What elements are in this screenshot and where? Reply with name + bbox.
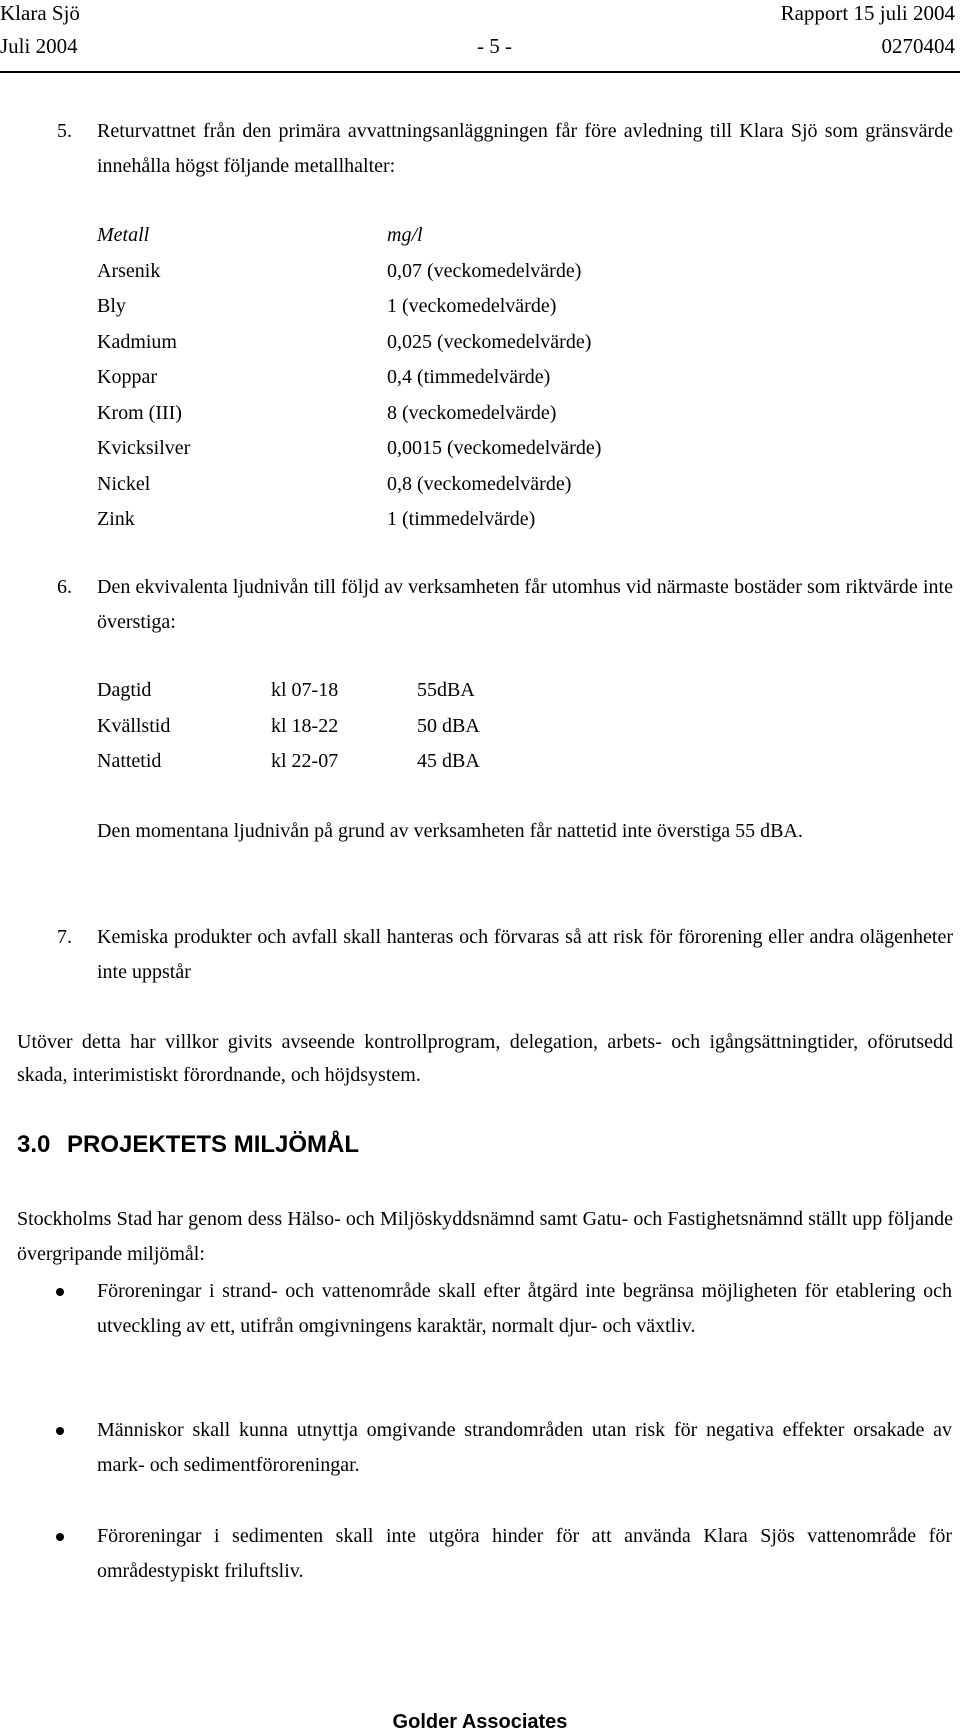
metal-name: Krom (III)	[97, 401, 182, 424]
period-name: Nattetid	[97, 750, 162, 772]
table-row	[97, 502, 857, 538]
bullet-icon	[56, 1533, 64, 1541]
bullet-icon	[56, 1288, 64, 1296]
noise-note: Den momentana ljudnivån på grund av verksamheten får nattetid inte överstiga 55 dBA.	[97, 820, 803, 842]
item-7-number: 7.	[57, 926, 72, 948]
header-page-number: - 5 -	[477, 34, 512, 58]
header-report-date: Rapport 15 juli 2004	[780, 1, 955, 25]
metal-limit: 8 (veckomedelvärde)	[387, 401, 557, 424]
metal-name: Arsenik	[97, 259, 161, 282]
item-6-number: 6.	[57, 576, 72, 598]
table-row	[97, 709, 597, 745]
header-divider	[0, 71, 960, 73]
table-row	[97, 289, 857, 325]
metal-name: Zink	[97, 508, 135, 530]
period-name: Dagtid	[97, 679, 152, 701]
item-5-text: Returvattnet från den primära avvattningsanläggningen får före avledning till Klara Sjö som gränsvärde innehålla högst följande metallhalter:	[97, 120, 953, 177]
period-hours: kl 07-18	[271, 679, 339, 701]
section-title: PROJEKTETS MILJÖMÅL	[67, 1131, 360, 1158]
noise-level: 50 dBA	[417, 714, 480, 737]
list-item-text: Föroreningar i sedimenten skall inte utgöra hinder för att använda Klara Sjös vattenområde för områdestypiskt friluftsliv.	[97, 1525, 952, 1582]
metal-limit: 0,8 (veckomedelvärde)	[387, 472, 572, 495]
table-row	[97, 360, 857, 396]
noise-level: 45 dBA	[417, 750, 480, 772]
metal-name: Koppar	[97, 366, 157, 388]
list-item-text: Föroreningar i strand- och vattenområde skall efter åtgärd inte begränsa möjligheten för etablering och utveckling av ett, utifrån omgivningens karaktär, normalt djur- och växtliv.	[97, 1280, 952, 1337]
metal-name: Kadmium	[97, 330, 177, 353]
metal-limit: 0,4 (timmedelvärde)	[387, 366, 551, 388]
conditions-paragraph: Utöver detta har villkor givits avseende kontrollprogram, delegation, arbets- och igångsättningtider, oförutsedd skada, interimistiskt förordnande, och höjdsystem.	[17, 1031, 953, 1086]
header-project-name: Klara Sjö	[0, 1, 80, 25]
metal-name: Nickel	[97, 472, 151, 495]
metal-name: Kvicksilver	[97, 437, 191, 459]
header-month: Juli 2004	[0, 34, 78, 58]
intro-paragraph: Stockholms Stad har genom dess Hälso- och Miljöskyddsnämnd samt Gatu- och Fastighetsnämnd ställt upp följande övergripande miljömål:	[17, 1208, 953, 1265]
section-number: 3.0	[17, 1131, 51, 1158]
noise-level: 55dBA	[417, 679, 475, 701]
table-row	[97, 673, 597, 709]
metal-limit: 0,07 (veckomedelvärde)	[387, 259, 582, 282]
table-row	[97, 254, 857, 290]
period-name: Kvällstid	[97, 714, 171, 737]
table-row	[97, 396, 857, 432]
header-document-code: 0270404	[881, 34, 955, 58]
metal-name: Bly	[97, 295, 126, 317]
item-7-text: Kemiska produkter och avfall skall hanteras och förvaras så att risk för förorening eller andra olägenheter inte uppstår	[97, 926, 953, 983]
metal-limit: 1 (timmedelvärde)	[387, 508, 536, 530]
item-6-text: Den ekvivalenta ljudnivån till följd av verksamheten får utomhus vid närmaste bostäder som riktvärde inte överstiga:	[97, 576, 953, 633]
table-header-row	[97, 218, 857, 254]
item-5-number: 5.	[57, 120, 72, 142]
metal-limit: 1 (veckomedelvärde)	[387, 295, 557, 317]
period-hours: kl 22-07	[271, 750, 339, 772]
bullet-icon	[56, 1427, 64, 1435]
footer-company-name: Golder Associates	[392, 1711, 568, 1733]
table-row	[97, 431, 857, 467]
list-item-text: Människor skall kunna utnyttja omgivande strandområden utan risk för negativa effekter orsakade av mark- och sedimentföroreningar.	[97, 1419, 952, 1476]
metal-limits-table	[97, 218, 857, 538]
noise-limits-table	[97, 673, 597, 780]
column-header-metal: Metall	[97, 224, 150, 246]
metal-limit: 0,025 (veckomedelvärde)	[387, 330, 592, 353]
table-row	[97, 325, 857, 361]
metal-limit: 0,0015 (veckomedelvärde)	[387, 437, 602, 459]
period-hours: kl 18-22	[271, 714, 339, 737]
table-row	[97, 744, 597, 780]
table-row	[97, 467, 857, 503]
column-header-unit: mg/l	[387, 224, 423, 246]
